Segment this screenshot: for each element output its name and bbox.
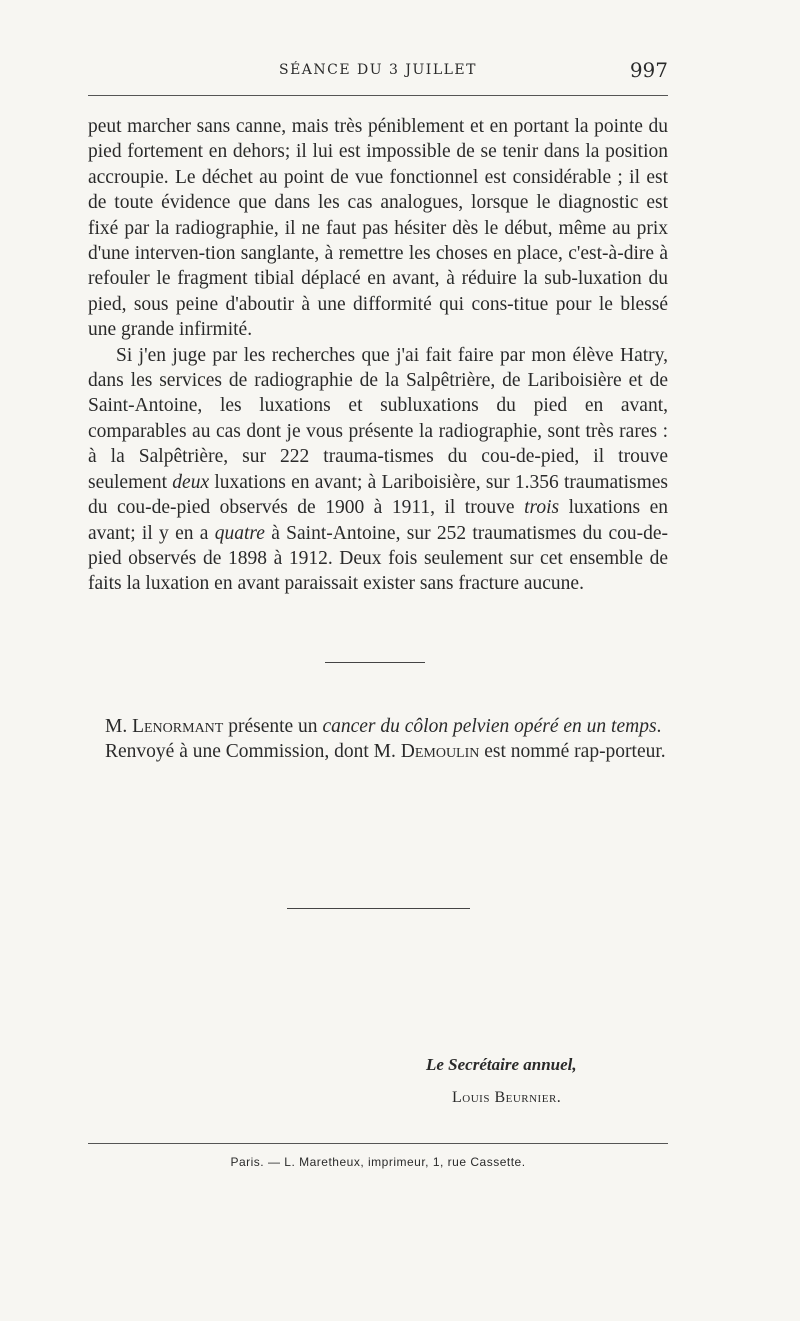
printer-imprint: Paris. — L. Maretheux, imprimeur, 1, rue Cassette.: [230, 1155, 526, 1169]
paragraph-2-text-a: Si j'en juge par les recherches que j'ai fait faire par mon élève Hatry, dans les services de radiographie de la Salpêtrière, de Lariboisière et de Saint-Antoine, les luxations et subluxations du pied en avant, comparables au cas dont je vous présente la radiographie, sont très rares : à la Salpêtrière, sur 222 trauma-tismes du cou-de-pied, il trouve seulement: [88, 344, 668, 493]
page-number: 997: [629, 58, 668, 82]
header-rule: [88, 95, 668, 96]
presenter-name: Lenormant: [132, 716, 224, 737]
presentation-paragraph: [80, 714, 668, 739]
presentation-prefix: M.: [105, 716, 133, 737]
separator-rule-2: [287, 908, 470, 909]
emphasis-quatre: quatre: [214, 522, 265, 544]
paragraph-2-text-c: luxations en avant; il y en a: [88, 497, 668, 544]
emphasis-trois: trois: [524, 497, 560, 519]
emphasis-deux: deux: [172, 471, 210, 493]
rapporteur-name: Demoulin: [400, 741, 480, 763]
signature-name: Louis Beurnier.: [452, 1089, 562, 1106]
paragraph-2-text-d: à Saint-Antoine, sur 252 traumatismes du cou-de-pied observés de 1898 à 1912. Deux fois seulement sur cet ensemble de faits la luxation en avant paraissait exister sans fracture aucune.: [88, 522, 668, 595]
page-header: [88, 58, 668, 88]
running-title: SÉANCE DU 3 JUILLET: [279, 62, 477, 78]
referral-text-a: Renvoyé à une Commission, dont M.: [105, 741, 401, 763]
presentation-verb: présente un: [223, 716, 323, 737]
presentation-subject: cancer du côlon pelvien opéré en un temps: [322, 716, 657, 737]
referral-text-b: est nommé rap-porteur.: [479, 741, 666, 763]
paragraph-2: [88, 343, 668, 597]
presentation-end: .: [656, 716, 662, 737]
main-text: [88, 114, 668, 597]
signature-block: [420, 1055, 577, 1107]
footer-rule: [88, 1143, 668, 1144]
paragraph-1: peut marcher sans canne, mais très péniblement et en portant la pointe du pied fortement en dehors; il lui est impossible de se tenir dans la position accroupie. Le déchet au point de vue fonctionnel est considérable ; il est de toute évidence que dans les cas analogues, lorsque le diagnostic est fixé par la radiographie, il ne faut pas hésiter dès le début, même au prix d'une interven-tion sanglante, à remettre les choses en place, c'est-à-dire à refouler le fragment tibial déplacé en avant, à réduire la sub-luxation du pied, sous peine d'aboutir à une difformité qui cons-titue pour le blessé une grande infirmité.: [88, 116, 668, 341]
signature-role: Le Secrétaire annuel,: [426, 1055, 577, 1074]
paragraph-2-text-b: luxations en avant; à Lariboisière, sur 1.356 traumatismes du cou-de-pied observés de 1900 à 1911, il trouve: [88, 471, 668, 519]
presentation-block: [80, 714, 668, 765]
separator-rule: [325, 662, 425, 663]
referral-paragraph: [80, 739, 668, 764]
